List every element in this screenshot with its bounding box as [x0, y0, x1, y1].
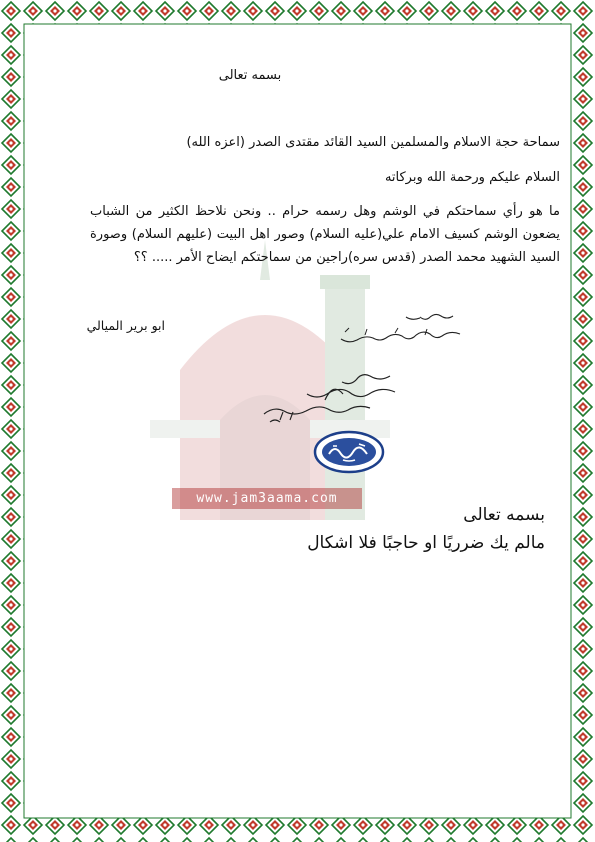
watermark-site-url: www.jam3aama.com	[172, 488, 362, 509]
reply-bismillah: بسمه تعالى	[463, 505, 545, 525]
letter-addressee: سماحة حجة الاسلام والمسلمين السيد القائد مقتدى الصدر (اعزه الله)	[186, 135, 560, 150]
handwritten-reply-note	[325, 308, 465, 348]
reply-ruling: مالم يك ضرريًا او حاجبًا فلا اشكال	[307, 533, 545, 553]
letter-greeting: السلام عليكم ورحمة الله وبركاته	[384, 170, 560, 185]
seal-stamp	[313, 430, 385, 474]
letter-bismillah: بسمه تعالى	[218, 68, 282, 83]
letter-question: ما هو رأي سماحتكم في الوشم وهل رسمه حرام .. ونحن نلاحظ الكثير من الشباب يضعون الوشم كسيف الامام علي(عليه السلام) وصور اهل البيت (عليهم السلام) وصورة السيد الشهيد محمد الصدر (قدس سره)راجين من سماحتكم ايضاح الأمر ..... ؟؟	[90, 204, 560, 265]
handwritten-signature	[250, 370, 400, 430]
letter-sender: ابو برير الميالي	[86, 318, 165, 333]
